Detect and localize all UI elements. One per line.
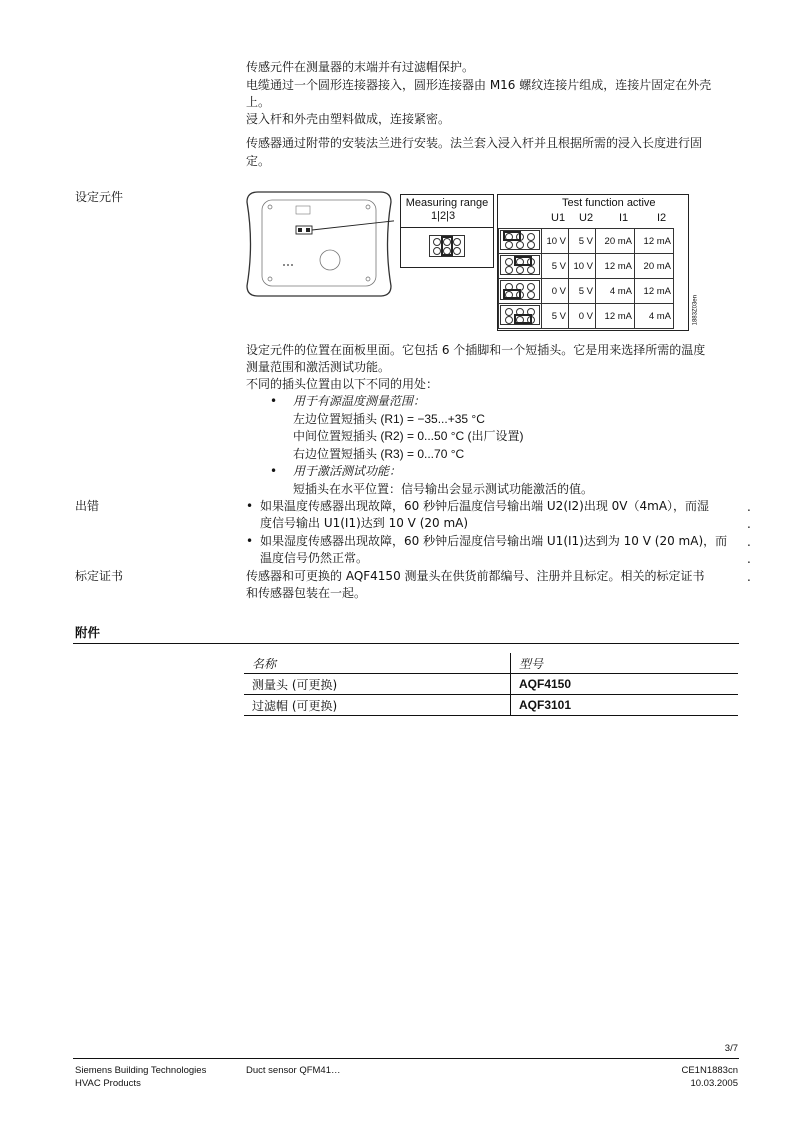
accessory-type: AQF4150	[519, 677, 572, 691]
shunt-plug-icon	[500, 280, 540, 300]
error-item-2b: 温度信号仍然正常。	[260, 551, 369, 565]
intro-line-2: 电缆通过一个圆形连接器接入，圆形连接器由 M16 螺纹连接片组成，连接片固定在外壳	[246, 78, 712, 92]
accessories-heading: 附件	[75, 625, 101, 640]
cell: 0 V	[542, 279, 569, 304]
footer-rule	[73, 1058, 739, 1059]
intro-line-3: 浸入杆和外壳由塑料做成，连接紧密。	[246, 112, 451, 126]
cell: 12 mA	[635, 229, 674, 254]
error-item-2a: 如果湿度传感器出现故障，60 秒钟后湿度信号输出端 U1(I1)达到为 10 V (20 mA)，而	[260, 534, 728, 548]
shunt-plug-icon	[429, 235, 465, 257]
cell: 5 V	[569, 229, 596, 254]
calibration-line-1: 传感器和可更换的 AQF4150 测量头在供货前都编号、注册并且标定。相关的标定证书	[246, 569, 705, 583]
page-number: 3/7	[724, 1043, 738, 1054]
intro-line-1: 传感元件在测量器的末端并有过滤帽保护。	[246, 60, 475, 74]
cell: 5 V	[542, 304, 569, 329]
settings-desc-2: 不同的插头位置由以下不同的用处：	[246, 377, 439, 391]
section-label-calibration: 标定证书	[75, 569, 124, 583]
cell: 4 mA	[596, 279, 635, 304]
figure-id: 1883Z03en	[692, 295, 698, 326]
section-label-settings: 设定元件	[75, 190, 124, 204]
bullet-dot: •	[270, 394, 278, 408]
intro-line-4: 传感器通过附带的安装法兰进行安装。法兰套入浸入杆并且根据所需的浸入长度进行固	[246, 136, 703, 150]
cell: 20 mA	[596, 229, 635, 254]
bullet-test-function: 用于激活测试功能：	[293, 464, 402, 478]
calibration-line-2: 和传感器包装在一起。	[246, 586, 367, 600]
col-i2: I2	[657, 212, 667, 224]
range-r1: 左边位置短插头 (R1) = −35...+35 °C	[293, 412, 485, 426]
measuring-range-positions: 1|2|3	[431, 210, 456, 222]
test-function-box	[497, 194, 698, 331]
cell: 4 mA	[635, 304, 674, 329]
table-row	[499, 279, 674, 304]
footer-doc-id: CE1N1883cn	[681, 1065, 738, 1076]
cell: 0 V	[569, 304, 596, 329]
col-u1: U1	[551, 212, 566, 224]
accessories-table	[244, 653, 738, 716]
accessory-type: AQF3101	[519, 698, 572, 712]
range-r2: 中间位置短插头 (R2) = 0...50 °C (出厂设置)	[293, 429, 524, 443]
error-item-1a: 如果温度传感器出现故障，60 秒钟后温度信号输出端 U2(I2)出现 0V（4mA），而湿	[260, 499, 710, 513]
table-row	[499, 304, 674, 329]
accessory-name: 过滤帽 (可更换)	[244, 695, 511, 716]
col-header-type: 型号	[519, 656, 544, 671]
settings-desc-1b: 测量范围和激活测试功能。	[246, 360, 391, 374]
test-function-desc: 短插头在水平位置：信号输出会显示测试功能激活的值。	[293, 482, 594, 496]
bullet-dot: •	[246, 534, 254, 548]
housing-drawing	[244, 190, 394, 298]
cell: 12 mA	[596, 304, 635, 329]
intro-line-4b: 定。	[246, 154, 271, 168]
shunt-plug-icon	[500, 305, 540, 325]
cell: 12 mA	[596, 254, 635, 279]
table-row	[499, 229, 674, 254]
settings-desc-1: 设定元件的位置在面板里面。它包括 6 个插脚和一个短插头。它是用来选择所需的温度	[246, 343, 706, 357]
table-header-row	[244, 653, 738, 674]
range-r3: 右边位置短插头 (R3) = 0...70 °C	[293, 447, 465, 461]
bullet-measuring-range: 用于有源温度测量范围：	[293, 394, 426, 408]
shunt-plug-icon	[500, 230, 540, 250]
cell: 10 V	[542, 229, 569, 254]
footer-company: Siemens Building Technologies	[75, 1065, 207, 1076]
heading-rule	[73, 643, 739, 644]
footer-date: 10.03.2005	[690, 1078, 738, 1089]
section-label-error: 出错	[75, 499, 100, 513]
footer-product: Duct sensor QFM41…	[246, 1065, 341, 1076]
cell: 5 V	[569, 279, 596, 304]
bullet-dot: •	[246, 499, 254, 513]
test-function-title: Test function active	[562, 197, 656, 209]
measuring-range-box	[400, 194, 494, 268]
cell: 20 mA	[635, 254, 674, 279]
col-header-name: 名称	[244, 653, 511, 674]
accessory-name: 测量头 (可更换)	[244, 674, 511, 695]
table-row	[499, 254, 674, 279]
test-function-table	[498, 228, 674, 329]
table-row	[244, 695, 738, 716]
cell: 5 V	[542, 254, 569, 279]
shunt-plug-icon	[500, 255, 540, 275]
col-u2: U2	[579, 212, 594, 224]
error-item-1b: 度信号输出 U1(I1)达到 10 V (20 mA)	[260, 516, 469, 530]
bullet-dot: •	[270, 464, 278, 478]
footer-division: HVAC Products	[75, 1078, 141, 1089]
cell: 12 mA	[635, 279, 674, 304]
measuring-range-title: Measuring range	[405, 197, 489, 209]
col-i1: I1	[619, 212, 629, 224]
intro-line-2b: 上。	[246, 95, 271, 109]
table-row	[244, 674, 738, 695]
cell: 10 V	[569, 254, 596, 279]
